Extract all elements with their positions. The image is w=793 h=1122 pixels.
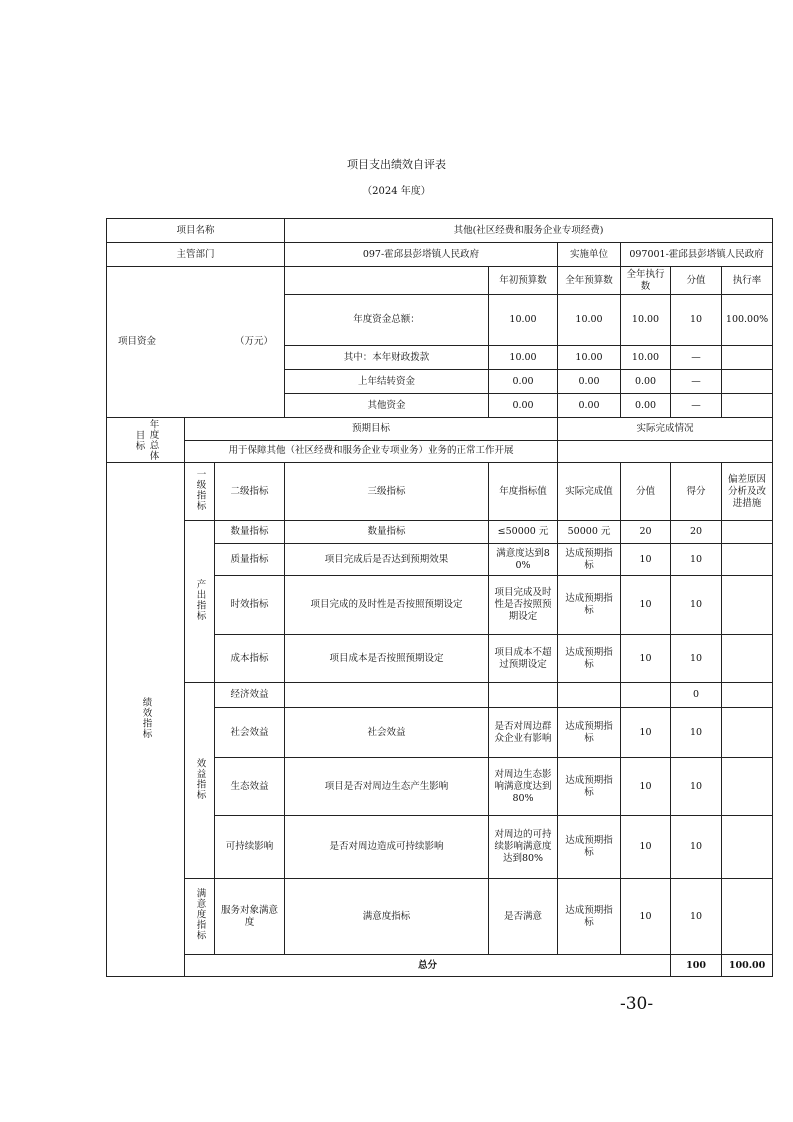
perf-weight: 10 xyxy=(621,544,671,576)
perf-lvl3: 数量指标 xyxy=(285,521,489,544)
perf-score: 10 xyxy=(671,708,722,758)
perf-header-lvl3: 三级指标 xyxy=(285,463,489,521)
funds-score-weight: 10 xyxy=(671,295,722,346)
funds-budget-initial: 0.00 xyxy=(489,394,558,418)
funds-executed: 0.00 xyxy=(621,370,671,394)
funds-budget-annual: 0.00 xyxy=(558,394,621,418)
perf-actual xyxy=(558,683,621,708)
perf-header-score: 得分 xyxy=(671,463,722,521)
funds-budget-initial: 10.00 xyxy=(489,346,558,370)
goal-actual-label: 实际完成情况 xyxy=(558,418,773,441)
perf-header-actual: 实际完成值 xyxy=(558,463,621,521)
funds-rate xyxy=(722,370,773,394)
perf-lvl3: 项目完成的及时性是否按照预期设定 xyxy=(285,576,489,635)
perf-score: 10 xyxy=(671,635,722,683)
perf-target: 对周边的可持续影响满意度达到80% xyxy=(489,816,558,879)
total-label: 总分 xyxy=(185,955,671,977)
perf-group-label: 效益指标 xyxy=(185,683,215,879)
perf-lvl2: 数量指标 xyxy=(215,521,285,544)
funds-header-col: 执行率 xyxy=(722,267,773,295)
perf-lvl3: 满意度指标 xyxy=(285,879,489,955)
funds-rate xyxy=(722,346,773,370)
perf-weight: 10 xyxy=(621,635,671,683)
total-weight: 100 xyxy=(671,955,722,977)
funds-row-label: 上年结转资金 xyxy=(285,370,489,394)
perf-header-row xyxy=(107,463,773,521)
perf-weight: 20 xyxy=(621,521,671,544)
perf-weight: 10 xyxy=(621,708,671,758)
page-number: -30- xyxy=(620,994,654,1014)
perf-lvl2: 生态效益 xyxy=(215,758,285,816)
perf-reason xyxy=(722,758,773,816)
funds-budget-annual: 10.00 xyxy=(558,295,621,346)
goal-content-row xyxy=(107,440,773,463)
perf-lvl3: 项目是否对周边生态产生影响 xyxy=(285,758,489,816)
perf-row xyxy=(107,683,773,708)
project-name-label: 项目名称 xyxy=(107,219,285,243)
perf-header-target: 年度指标值 xyxy=(489,463,558,521)
perf-lvl2: 时效指标 xyxy=(215,576,285,635)
funds-executed: 10.00 xyxy=(621,346,671,370)
table-title: 项目支出绩效自评表 xyxy=(347,158,446,171)
goal-header-row xyxy=(107,418,773,441)
goal-actual-text xyxy=(558,440,773,463)
perf-score: 10 xyxy=(671,758,722,816)
perf-score: 20 xyxy=(671,521,722,544)
impl-unit-value: 097001-霍邱县彭塔镇人民政府 xyxy=(621,243,773,267)
perf-reason xyxy=(722,879,773,955)
goal-label: 目标 年度总体 xyxy=(107,418,185,463)
dept-value: 097-霍邱县彭塔镇人民政府 xyxy=(285,243,558,267)
perf-lvl2: 经济效益 xyxy=(215,683,285,708)
perf-weight: 10 xyxy=(621,576,671,635)
perf-lvl2: 服务对象满意度 xyxy=(215,879,285,955)
perf-reason xyxy=(722,635,773,683)
perf-target: ≤50000 元 xyxy=(489,521,558,544)
perf-weight: 10 xyxy=(621,816,671,879)
perf-actual: 达成预期指标 xyxy=(558,576,621,635)
perf-score: 0 xyxy=(671,683,722,708)
perf-row xyxy=(107,879,773,955)
perf-target xyxy=(489,683,558,708)
table-year: （2024 年度） xyxy=(362,186,431,197)
perf-header-lvl2: 二级指标 xyxy=(215,463,285,521)
perf-actual: 50000 元 xyxy=(558,521,621,544)
funds-score-weight: — xyxy=(671,394,722,418)
perf-score: 10 xyxy=(671,576,722,635)
perf-reason xyxy=(722,708,773,758)
goal-expected-text: 用于保障其他（社区经费和服务企业专项业务）业务的正常工作开展 xyxy=(185,440,558,463)
perf-lvl3: 项目完成后是否达到预期效果 xyxy=(285,544,489,576)
perf-target: 满意度达到80% xyxy=(489,544,558,576)
perf-target: 是否对周边群众企业有影响 xyxy=(489,708,558,758)
perf-group-label: 产出指标 xyxy=(185,521,215,683)
perf-score: 10 xyxy=(671,816,722,879)
funds-row-label: 其中：本年财政拨款 xyxy=(285,346,489,370)
perf-lvl3: 是否对周边造成可持续影响 xyxy=(285,816,489,879)
perf-weight: 10 xyxy=(621,879,671,955)
funds-executed: 10.00 xyxy=(621,295,671,346)
perf-actual: 达成预期指标 xyxy=(558,816,621,879)
funds-score-weight: — xyxy=(671,346,722,370)
perf-lvl2: 社会效益 xyxy=(215,708,285,758)
perf-reason xyxy=(722,576,773,635)
total-row xyxy=(107,955,773,977)
funds-header-blank xyxy=(285,267,489,295)
perf-header-lvl1: 一级指标 xyxy=(185,463,215,521)
perf-reason xyxy=(722,816,773,879)
perf-target: 项目完成及时性是否按照预期设定 xyxy=(489,576,558,635)
total-score: 100.00 xyxy=(722,955,773,977)
perf-reason xyxy=(722,521,773,544)
perf-score: 10 xyxy=(671,544,722,576)
perf-target: 项目成本不超过预期设定 xyxy=(489,635,558,683)
funds-rate xyxy=(722,394,773,418)
funds-budget-initial: 10.00 xyxy=(489,295,558,346)
dept-label: 主管部门 xyxy=(107,243,285,267)
perf-actual: 达成预期指标 xyxy=(558,544,621,576)
perf-actual: 达成预期指标 xyxy=(558,879,621,955)
dept-row xyxy=(107,243,773,267)
funds-header-col: 全年执行数 xyxy=(621,267,671,295)
perf-target: 对周边生态影响满意度达到80% xyxy=(489,758,558,816)
perf-reason xyxy=(722,544,773,576)
perf-header-reason: 偏差原因分析及改进措施 xyxy=(722,463,773,521)
perf-weight: 10 xyxy=(621,758,671,816)
perf-actual: 达成预期指标 xyxy=(558,758,621,816)
project-name-row xyxy=(107,219,773,243)
perf-lvl2: 可持续影响 xyxy=(215,816,285,879)
funds-budget-initial: 0.00 xyxy=(489,370,558,394)
project-name-value: 其他(社区经费和服务企业专项经费) xyxy=(285,219,773,243)
self-evaluation-table xyxy=(106,218,773,977)
funds-executed: 0.00 xyxy=(621,394,671,418)
perf-target: 是否满意 xyxy=(489,879,558,955)
funds-row-label: 其他资金 xyxy=(285,394,489,418)
goal-expected-label: 预期目标 xyxy=(185,418,558,441)
funds-header-row xyxy=(107,267,773,295)
perf-reason xyxy=(722,683,773,708)
perf-actual: 达成预期指标 xyxy=(558,708,621,758)
impl-unit-label: 实施单位 xyxy=(558,243,621,267)
funds-label: 项目资金 （万元） xyxy=(107,267,285,418)
perf-actual: 达成预期指标 xyxy=(558,635,621,683)
perf-group-label: 满意度指标 xyxy=(185,879,215,955)
funds-header-col: 年初预算数 xyxy=(489,267,558,295)
perf-lvl2: 成本指标 xyxy=(215,635,285,683)
perf-label: 绩效指标 xyxy=(107,463,185,977)
funds-row-label: 年度资金总额： xyxy=(285,295,489,346)
funds-header-col: 全年预算数 xyxy=(558,267,621,295)
funds-budget-annual: 10.00 xyxy=(558,346,621,370)
funds-budget-annual: 0.00 xyxy=(558,370,621,394)
perf-score: 10 xyxy=(671,879,722,955)
funds-score-weight: — xyxy=(671,370,722,394)
perf-lvl3: 项目成本是否按照预期设定 xyxy=(285,635,489,683)
perf-lvl3 xyxy=(285,683,489,708)
perf-row xyxy=(107,521,773,544)
funds-rate: 100.00% xyxy=(722,295,773,346)
perf-lvl3: 社会效益 xyxy=(285,708,489,758)
perf-weight xyxy=(621,683,671,708)
funds-header-col: 分值 xyxy=(671,267,722,295)
perf-lvl2: 质量指标 xyxy=(215,544,285,576)
perf-header-weight: 分值 xyxy=(621,463,671,521)
